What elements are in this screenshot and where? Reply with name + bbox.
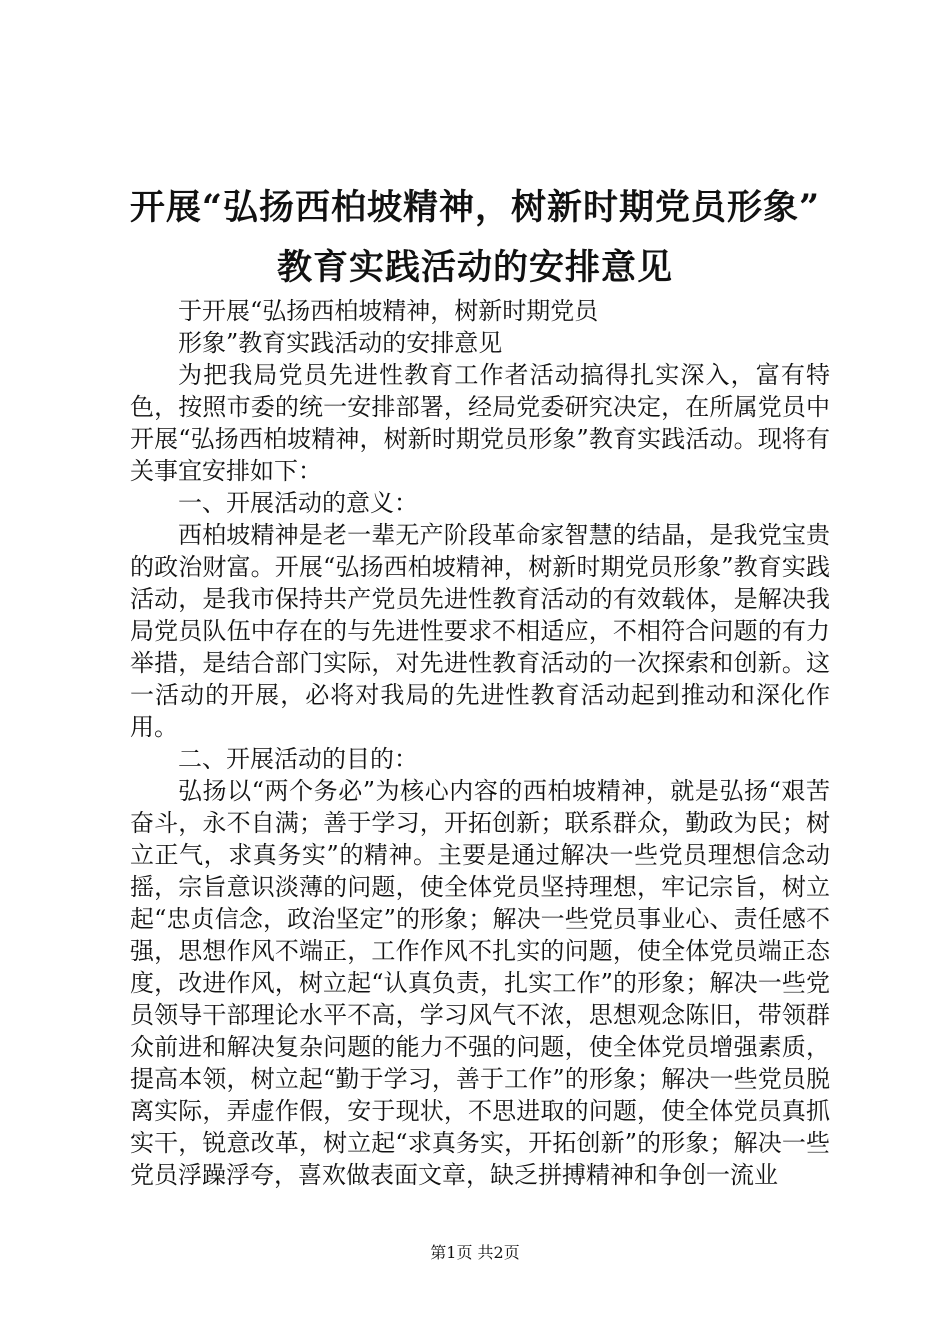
document-title-line-1: 开展“弘扬西柏坡精神，树新时期党员形象”	[129, 187, 821, 228]
section-heading-significance: 一、开展活动的意义：	[178, 489, 418, 517]
paragraph-heading-repeat-1: 于开展“弘扬西柏坡精神，树新时期党员	[178, 297, 599, 325]
section-heading-purpose: 二、开展活动的目的：	[178, 745, 418, 773]
paragraph-purpose: 弘扬以“两个务必”为核心内容的西柏坡精神，就是弘扬“艰苦奋斗，永不自满；善于学习，开拓创新；联系群众，勤政为民；树立正气，求真务实”的精神。主要是通过解决一些党员理想信念动摇，宗旨意识淡薄的问题，使全体党员坚持理想，牢记宗旨，树立起“忠贞信念，政治坚定”的形象；解决一些党员事业心、责任感不强，思想作风不端正，工作作风不扎实的问题，使全体党员端正态度，改进作风，树立起“认真负责，扎实工作”的形象；解决一些党员领导干部理论水平不高，学习风气不浓，思想观念陈旧，带领群众前进和解决复杂问题的能力不强的问题，使全体党员增强素质，提高本领，树立起“勤于学习，善于工作”的形象；解决一些党员脱离实际，弄虚作假，安于现状，不思进取的问题，使全体党员真抓实干，锐意改革，树立起“求真务实，开拓创新”的形象；解决一些党员浮躁浮夸，喜欢做表面文章，缺乏拼搏精神和争创一流业	[130, 777, 830, 1189]
paragraph-intro: 为把我局党员先进性教育工作者活动搞得扎实深入，富有特色，按照市委的统一安排部署，经局党委研究决定，在所属党员中开展“弘扬西柏坡精神，树新时期党员形象”教育实践活动。现将有关事宜安排如下：	[130, 361, 830, 485]
paragraph-heading-repeat-2: 形象”教育实践活动的安排意见	[178, 329, 503, 357]
paragraph-significance: 西柏坡精神是老一辈无产阶段革命家智慧的结晶，是我党宝贵的政治财富。开展“弘扬西柏坡精神，树新时期党员形象”教育实践活动，是我市保持共产党员先进性教育活动的有效载体，是解决我局党员队伍中存在的与先进性要求不相适应，不相符合问题的有力举措，是结合部门实际，对先进性教育活动的一次探索和创新。这一活动的开展，必将对我局的先进性教育活动起到推动和深化作用。	[130, 521, 830, 741]
document-body	[130, 295, 830, 1191]
document-title-line-2: 教育实践活动的安排意见	[276, 247, 673, 288]
page-number-footer: 第1页 共2页	[430, 1243, 520, 1262]
